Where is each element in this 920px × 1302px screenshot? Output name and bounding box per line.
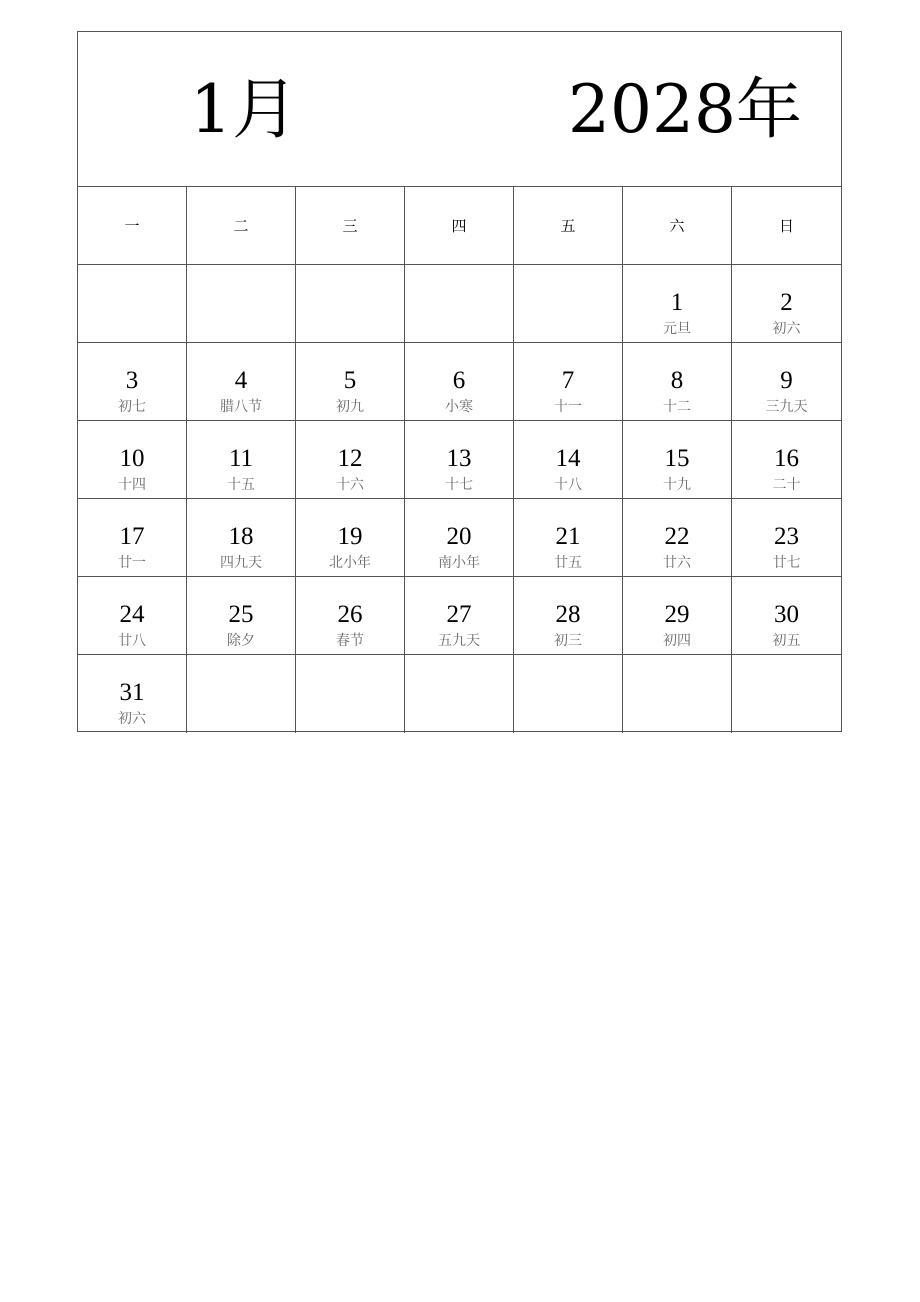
lunar-date: 元旦 bbox=[663, 321, 691, 337]
day-number: 30 bbox=[774, 601, 799, 628]
lunar-date: 三九天 bbox=[765, 399, 808, 415]
calendar-grid bbox=[78, 187, 841, 733]
day-number: 7 bbox=[561, 367, 575, 394]
empty-day-cell bbox=[296, 265, 405, 343]
day-number: 28 bbox=[555, 601, 581, 628]
day-number: 27 bbox=[446, 601, 472, 628]
lunar-date: 十七 bbox=[445, 477, 473, 493]
day-cell bbox=[732, 499, 841, 577]
day-number: 19 bbox=[337, 523, 363, 550]
day-number: 24 bbox=[119, 601, 145, 628]
lunar-date: 初六 bbox=[118, 711, 146, 727]
lunar-date: 北小年 bbox=[329, 555, 371, 571]
lunar-date: 廿五 bbox=[554, 555, 582, 571]
empty-day-cell bbox=[405, 265, 514, 343]
lunar-date: 小寒 bbox=[445, 399, 473, 415]
lunar-date: 二十 bbox=[772, 477, 801, 493]
day-cell bbox=[732, 343, 841, 421]
day-cell bbox=[732, 265, 841, 343]
lunar-date: 春节 bbox=[336, 633, 364, 649]
day-cell bbox=[405, 343, 514, 421]
lunar-date: 十二 bbox=[663, 399, 691, 415]
day-cell bbox=[296, 343, 405, 421]
weekday-header: 三 bbox=[296, 187, 405, 265]
lunar-date: 五九天 bbox=[438, 633, 480, 649]
calendar-page bbox=[77, 31, 842, 732]
day-number: 31 bbox=[119, 679, 145, 706]
day-cell bbox=[78, 421, 187, 499]
day-cell bbox=[623, 265, 732, 343]
day-cell bbox=[623, 499, 732, 577]
lunar-date: 初九 bbox=[336, 399, 364, 415]
day-cell bbox=[514, 577, 623, 655]
day-cell bbox=[187, 577, 296, 655]
day-number: 26 bbox=[337, 601, 363, 628]
lunar-date: 南小年 bbox=[438, 555, 480, 571]
day-number: 4 bbox=[234, 367, 248, 394]
day-number: 17 bbox=[119, 523, 145, 550]
day-cell bbox=[187, 421, 296, 499]
weekday-header: 二 bbox=[187, 187, 296, 265]
day-cell bbox=[623, 577, 732, 655]
day-cell bbox=[78, 499, 187, 577]
lunar-date: 廿七 bbox=[772, 555, 801, 571]
day-cell bbox=[732, 421, 841, 499]
empty-day-cell bbox=[187, 265, 296, 343]
lunar-date: 廿八 bbox=[118, 633, 146, 649]
day-cell bbox=[514, 499, 623, 577]
day-number: 1 bbox=[670, 289, 684, 316]
calendar-header bbox=[78, 32, 841, 187]
day-cell bbox=[623, 421, 732, 499]
day-number: 3 bbox=[125, 367, 139, 394]
day-number: 29 bbox=[664, 601, 690, 628]
empty-day-cell bbox=[514, 655, 623, 733]
day-number: 2 bbox=[780, 289, 793, 316]
empty-day-cell bbox=[732, 655, 841, 733]
lunar-date: 初三 bbox=[554, 633, 582, 649]
day-number: 22 bbox=[664, 523, 690, 550]
empty-day-cell bbox=[405, 655, 514, 733]
day-cell bbox=[187, 343, 296, 421]
day-number: 10 bbox=[119, 445, 145, 472]
day-number: 25 bbox=[228, 601, 254, 628]
day-cell bbox=[296, 577, 405, 655]
day-cell bbox=[296, 499, 405, 577]
lunar-date: 除夕 bbox=[227, 633, 255, 649]
day-number: 18 bbox=[228, 523, 254, 550]
lunar-date: 十六 bbox=[336, 477, 364, 493]
day-cell bbox=[78, 655, 187, 733]
lunar-date: 十一 bbox=[554, 399, 582, 415]
year-title: 2028年 bbox=[568, 71, 802, 148]
day-cell bbox=[405, 421, 514, 499]
lunar-date: 初四 bbox=[663, 633, 691, 649]
weekday-header: 六 bbox=[623, 187, 732, 265]
day-number: 12 bbox=[337, 445, 363, 472]
empty-day-cell bbox=[514, 265, 623, 343]
empty-day-cell bbox=[296, 655, 405, 733]
month-title: 1月 bbox=[190, 71, 298, 148]
day-number: 6 bbox=[452, 367, 466, 394]
weekday-header: 日 bbox=[732, 187, 841, 265]
day-number: 14 bbox=[555, 445, 581, 472]
lunar-date: 十八 bbox=[554, 477, 582, 493]
lunar-date: 廿一 bbox=[118, 555, 146, 571]
lunar-date: 腊八节 bbox=[220, 399, 262, 415]
day-number: 9 bbox=[780, 367, 793, 394]
day-number: 16 bbox=[774, 445, 799, 472]
empty-day-cell bbox=[187, 655, 296, 733]
lunar-date: 十九 bbox=[663, 477, 691, 493]
lunar-date: 十四 bbox=[118, 477, 146, 493]
day-cell bbox=[514, 421, 623, 499]
weekday-header: 五 bbox=[514, 187, 623, 265]
lunar-date: 廿六 bbox=[663, 555, 691, 571]
lunar-date: 四九天 bbox=[220, 555, 262, 571]
day-number: 21 bbox=[555, 523, 581, 550]
day-number: 5 bbox=[343, 367, 357, 394]
day-number: 20 bbox=[446, 523, 472, 550]
lunar-date: 十五 bbox=[227, 477, 255, 493]
day-number: 15 bbox=[664, 445, 690, 472]
empty-day-cell bbox=[623, 655, 732, 733]
day-cell bbox=[78, 577, 187, 655]
day-cell bbox=[623, 343, 732, 421]
day-cell bbox=[514, 343, 623, 421]
lunar-date: 初五 bbox=[772, 633, 801, 649]
day-number: 23 bbox=[774, 523, 799, 550]
empty-day-cell bbox=[78, 265, 187, 343]
day-cell bbox=[296, 421, 405, 499]
day-number: 11 bbox=[228, 445, 254, 472]
day-cell bbox=[78, 343, 187, 421]
day-cell bbox=[405, 499, 514, 577]
lunar-date: 初七 bbox=[118, 399, 146, 415]
weekday-header: 一 bbox=[78, 187, 187, 265]
day-cell bbox=[187, 499, 296, 577]
lunar-date: 初六 bbox=[772, 321, 801, 337]
day-number: 13 bbox=[446, 445, 472, 472]
day-cell bbox=[405, 577, 514, 655]
weekday-header: 四 bbox=[405, 187, 514, 265]
day-cell bbox=[732, 577, 841, 655]
day-number: 8 bbox=[670, 367, 684, 394]
